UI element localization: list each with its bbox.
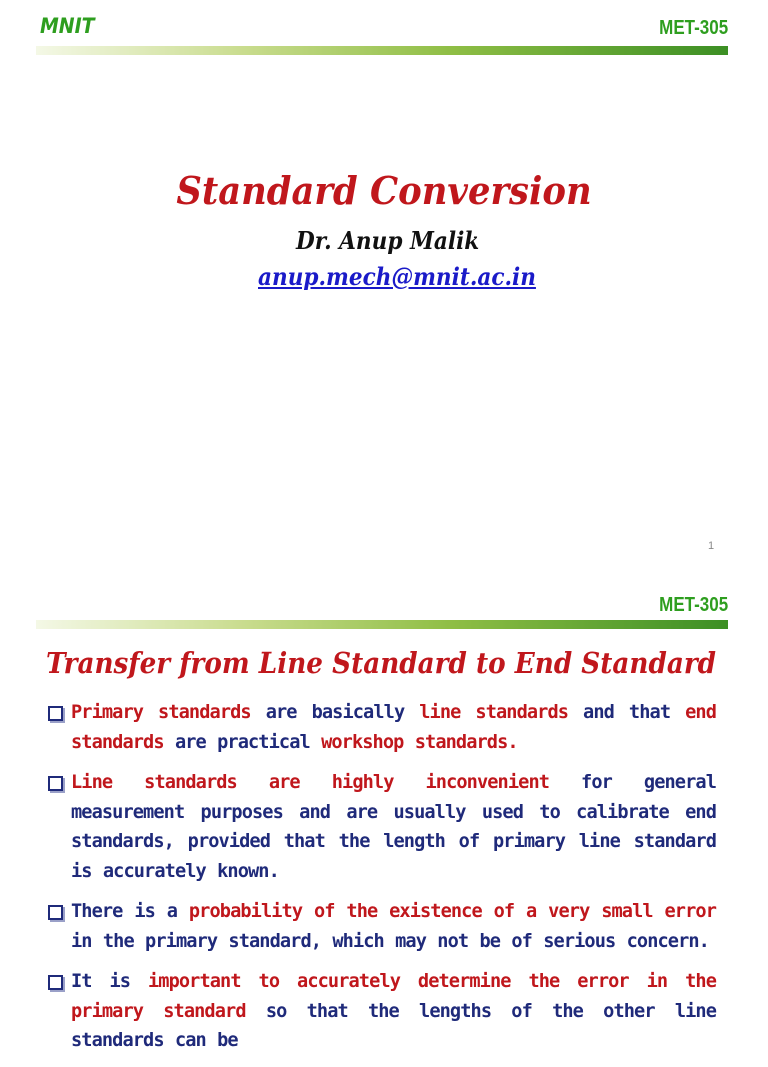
highlighted-text: workshop standards. [321, 731, 518, 753]
institute-logo-text: MNIT [40, 14, 95, 38]
author-email-link[interactable]: anup.mech@mnit.ac.in [258, 262, 536, 291]
body-text: are basically [250, 702, 420, 723]
course-code: MET-305 [659, 594, 728, 616]
body-text: It is [71, 971, 148, 992]
highlighted-text: Line standards are highly inconvenient [71, 772, 550, 793]
checkbox-bullet-icon [48, 975, 63, 990]
highlighted-text: Primary standards [71, 702, 251, 723]
body-text: so that the lengths of the other line standards can be [71, 1000, 717, 1051]
header-gradient-bar [36, 46, 728, 55]
highlighted-text: probability of the existence of a very small error [188, 901, 716, 922]
checkbox-bullet-icon [48, 905, 63, 920]
body-text: There is a [71, 901, 189, 922]
checkbox-bullet-icon [48, 706, 63, 721]
body-text: in the primary standard, which may not be of serious concern. [71, 930, 709, 952]
highlighted-text: end standards [71, 702, 716, 753]
bullet-item [46, 897, 716, 956]
bullet-item [46, 698, 716, 757]
page-number: 1 [708, 540, 715, 552]
body-text: and that [568, 702, 686, 723]
highlighted-text: line standards [419, 702, 569, 723]
course-code: MET-305 [659, 17, 728, 39]
header-gradient-bar [36, 620, 728, 629]
slide-title: Standard Conversion [176, 168, 592, 213]
body-text: for general measurement purposes and are usually used to calibrate end standards, provided that the length of primary line standard is accurately known. [71, 772, 716, 882]
highlighted-text: important to accurately determine the error in the primary standard [71, 971, 716, 1022]
bullet-item [46, 768, 716, 886]
checkbox-bullet-icon [48, 776, 63, 791]
slide-heading: Transfer from Line Standard to End Standard [46, 646, 717, 680]
bullet-item [46, 967, 716, 1056]
bullet-list [46, 698, 716, 1067]
body-text: are practical [163, 731, 322, 753]
slide-2 [0, 580, 768, 1051]
author-name: Dr. Anup Malik [296, 226, 480, 255]
